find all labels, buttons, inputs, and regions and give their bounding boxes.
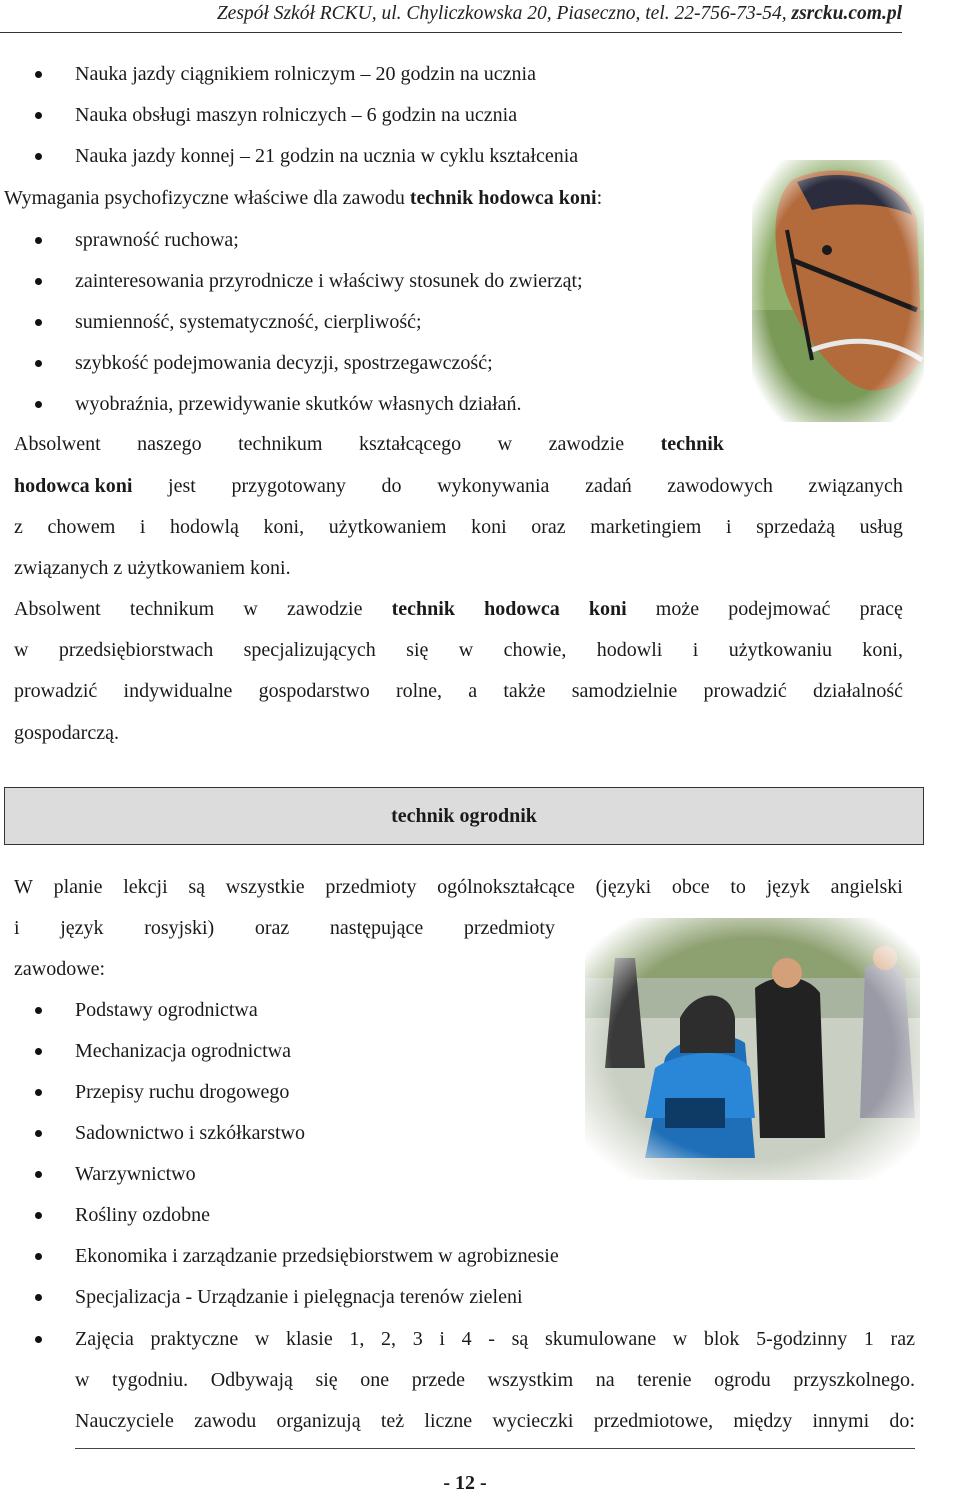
list-item: Nauka jazdy ciągnikiem rolniczym – 20 godzin na ucznia [0,54,960,95]
list-item: Mechanizacja ogrodnictwa [0,1031,960,1072]
list-item-line: Zajęcia praktyczne w klasie 1, 2, 3 i 4 - są skumulowane w blok 5-godzinny 1 raz [75,1328,915,1350]
header-address: Zespół Szkół RCKU, ul. Chyliczkowska 20, Piaseczno, tel. 22-756-73-54, [216,3,792,24]
page-header [0,0,902,33]
footer-divider [75,1448,915,1449]
bullet-icon [35,1048,42,1055]
list-item: Podstawy ogrodnictwa [0,990,960,1031]
list-item: Specjalizacja - Urządzanie i pielęgnacja terenów zieleni [0,1277,960,1318]
bullet-icon [35,1294,42,1301]
list-item: sprawność ruchowa; [0,220,960,261]
paragraph-line: hodowca koni jest przygotowany do wykonywania zadań zawodowych związanych [14,475,903,497]
bullet-icon [35,278,42,285]
list-item: Ekonomika i zarządzanie przedsiębiorstwem w agrobiznesie [0,1236,960,1277]
list-item: Nauka obsługi maszyn rolniczych – 6 godzin na ucznia [0,95,960,136]
bullet-icon [35,319,42,326]
bullet-icon [35,237,42,244]
bullet-icon [35,1336,42,1343]
bullet-icon [35,360,42,367]
driving-lessons-list [0,54,960,177]
bullet-icon [35,1253,42,1260]
paragraph-line: związanych z użytkowaniem koni. [14,557,291,579]
section-heading: technik ogrodnik [4,787,924,845]
list-item: Warzywnictwo [0,1154,960,1195]
bullet-icon [35,1212,42,1219]
page-number: - 12 - [443,1472,487,1494]
psych-requirements-heading: Wymagania psychofizyczne właściwe dla zawodu technik hodowca koni: [4,187,603,209]
list-item: Sadownictwo i szkółkarstwo [0,1113,960,1154]
list-item-line: Nauczyciele zawodu organizują też liczne wycieczki przedmiotowe, między innymi do: [75,1410,915,1432]
bullet-icon [35,1089,42,1096]
bullet-icon [35,71,42,78]
list-item: zainteresowania przyrodnicze i właściwy stosunek do zwierząt; [0,261,960,302]
list-item: wyobraźnia, przewidywanie skutków własnych działań. [0,384,960,425]
list-item: Rośliny ozdobne [0,1195,960,1236]
bullet-icon [35,1130,42,1137]
paragraph-line: W planie lekcji są wszystkie przedmioty ogólnokształcące (języki obce to język angielski [14,876,903,898]
paragraph-line: gospodarczą. [14,722,119,744]
bullet-icon [35,112,42,119]
list-item: Przepisy ruchu drogowego [0,1072,960,1113]
list-item: szybkość podejmowania decyzji, spostrzegawczość; [0,343,960,384]
list-item: Nauka jazdy konnej – 21 godzin na ucznia w cyklu kształcenia [0,136,960,177]
paragraph-line: zawodowe: [14,958,106,980]
vocational-subjects-list [0,990,960,1318]
horse-photo [752,160,924,422]
header-site[interactable]: zsrcku.com.pl [791,3,902,24]
bullet-icon [35,1007,42,1014]
paragraph-line: Absolwent technikum w zawodzie technik hodowca koni może podejmować pracę [14,598,903,620]
bullet-icon [35,153,42,160]
bullet-icon [35,401,42,408]
paragraph-line: prowadzić indywidualne gospodarstwo rolne, a także samodzielnie prowadzić działalność [14,680,903,702]
paragraph-line: z chowem i hodowlą koni, użytkowaniem koni oraz marketingiem i sprzedażą usług [14,516,903,538]
list-item: sumienność, systematyczność, cierpliwość; [0,302,960,343]
paragraph-line: i język rosyjski) oraz następujące przedmioty [14,917,555,939]
bullet-icon [35,1171,42,1178]
paragraph-line: w przedsiębiorstwach specjalizujących się w chowie, hodowli i użytkowaniu koni, [14,639,903,661]
list-item-line: w tygodniu. Odbywają się one przede wszystkim na terenie ogrodu przyszkolnego. [75,1369,915,1391]
paragraph-line: Absolwent naszego technikum kształcącego w zawodzie technik [14,433,724,455]
